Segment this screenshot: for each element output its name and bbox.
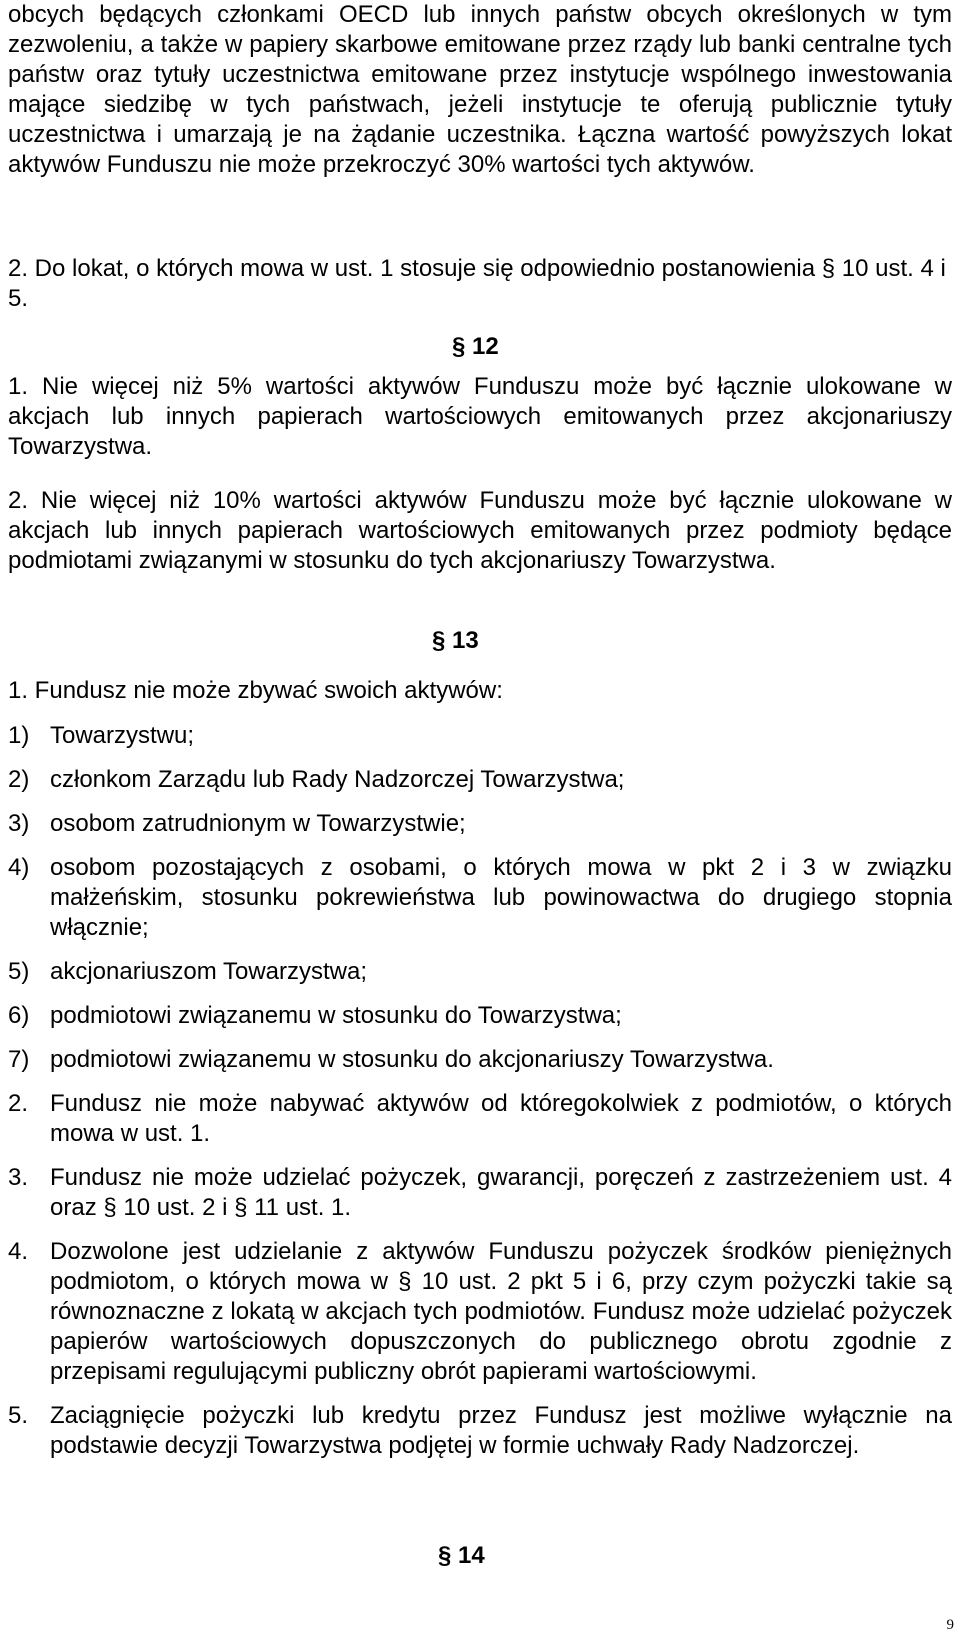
list-item [8,765,952,795]
list-item [8,721,952,751]
list-item-number: 3) [8,810,30,837]
intro-paragraph-2: 2. Do lokat, o których mowa w ust. 1 stosuje się odpowiednio postanowienia § 10 ust. 4 i 5. [8,255,946,312]
list-item-text: podmiotowi związanemu w stosunku do akcjonariuszy Towarzystwa. [50,1046,774,1073]
section-heading-13: § 13 [432,627,479,654]
list-item-number: 1) [8,722,30,749]
list-item [8,1045,952,1075]
s12-paragraph-2: 2. Nie więcej niż 10% wartości aktywów Funduszu może być łącznie ulokowane w akcjach lub innych papierach wartościowych emitowanych przez podmioty będące podmiotami związanymi w stosunku do tych akcjonariuszy Towarzystwa. [8,487,952,574]
s13-paragraph [8,1401,952,1461]
list-item-number: 6) [8,1002,30,1029]
list-item-number: 4) [8,854,30,881]
paragraph-text: Dozwolone jest udzielanie z aktywów Funduszu pożyczek środków pieniężnych podmiotom, o których mowa w § 10 ust. 2 pkt 5 i 6, przy czym pożyczki takie są równoznaczne z lokatą w akcjach tych podmiotów. Fundusz może udzielać pożyczek papierów wartościowych dopuszczonych do publicznego obrotu zgodnie z przepisami regulującymi publiczny obrót papierami wartościowymi. [50,1238,952,1385]
list-item-text: osobom pozostających z osobami, o których mowa w pkt 2 i 3 w związku małżeńskim, stosunku pokrewieństwa lub powinowactwa do drugiego stopnia włącznie; [50,854,952,941]
paragraph-number: 3. [8,1164,29,1191]
section-heading-12: § 12 [452,333,499,360]
paragraph-number: 4. [8,1238,29,1265]
s13-paragraph [8,1163,952,1223]
list-item [8,957,952,987]
s13-paragraph [8,1237,952,1387]
paragraph-number: 5. [8,1402,29,1429]
paragraph-text: Fundusz nie może nabywać aktywów od któregokolwiek z podmiotów, o których mowa w ust. 1. [50,1090,952,1147]
list-item [8,809,952,839]
list-item [8,853,952,943]
paragraph-number: 2. [8,1090,29,1117]
paragraph-text: Zaciągnięcie pożyczki lub kredytu przez Fundusz jest możliwe wyłącznie na podstawie decyzji Towarzystwa podjętej w formie uchwały Rady Nadzorczej. [50,1402,952,1459]
intro-paragraph: obcych będących członkami OECD lub innych państw obcych określonych w tym zezwoleniu, a także w papiery skarbowe emitowane przez rządy lub banki centralne tych państw oraz tytuły uczestnictwa emitowane przez instytucje wspólnego inwestowania mające siedzibę w tych państwach, jeżeli instytucje te oferują publicznie tytuły uczestnictwa i umarzają je na żądanie uczestnika. Łączna wartość powyższych lokat aktywów Funduszu nie może przekroczyć 30% wartości tych aktywów. [8,1,952,178]
list-item-text: akcjonariuszom Towarzystwa; [50,958,368,985]
page-number: 9 [946,1617,954,1633]
paragraph-text: Fundusz nie może udzielać pożyczek, gwarancji, poręczeń z zastrzeżeniem ust. 4 oraz § 10 ust. 2 i § 11 ust. 1. [50,1164,952,1221]
s13-list [8,721,952,1461]
list-item-text: Towarzystwu; [50,722,195,749]
list-item-text: osobom zatrudnionym w Towarzystwie; [50,810,466,837]
list-item-number: 2) [8,766,30,793]
list-item-number: 5) [8,958,30,985]
s13-paragraph-1: 1. Fundusz nie może zbywać swoich aktywów: [8,677,503,704]
section-heading-14: § 14 [438,1542,485,1569]
list-item [8,1001,952,1031]
list-item-text: podmiotowi związanemu w stosunku do Towarzystwa; [50,1002,622,1029]
s12-paragraph-1: 1. Nie więcej niż 5% wartości aktywów Funduszu może być łącznie ulokowane w akcjach lub innych papierach wartościowych emitowanych przez akcjonariuszy Towarzystwa. [8,373,952,460]
list-item-number: 7) [8,1046,30,1073]
s13-paragraph [8,1089,952,1149]
list-item-text: członkom Zarządu lub Rady Nadzorczej Towarzystwa; [50,766,625,793]
